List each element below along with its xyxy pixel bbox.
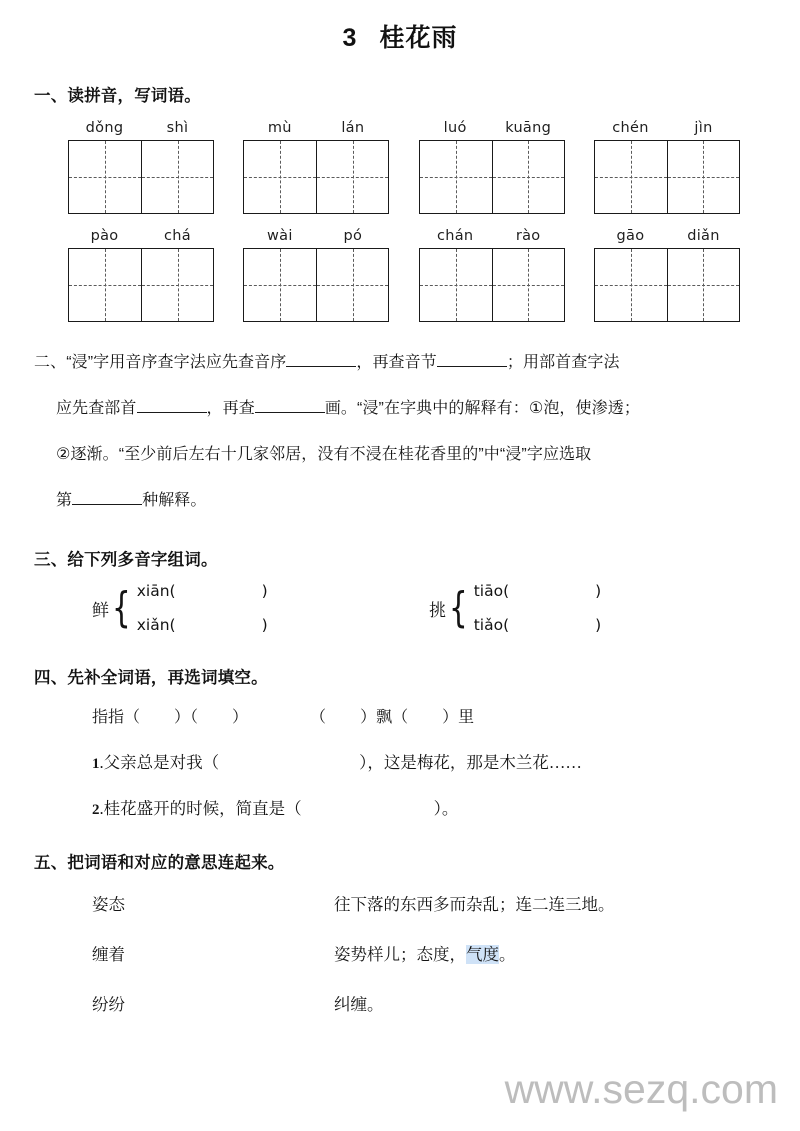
answer-blank[interactable] (437, 351, 507, 367)
tianzige-box[interactable] (68, 248, 214, 322)
section-4-word-line[interactable] (34, 704, 766, 727)
section-2-text-d: 应先查部首 (56, 400, 137, 417)
polyphone-readings (137, 582, 268, 634)
item-dot: . (99, 799, 104, 818)
pinyin-syllable: chá (164, 228, 191, 244)
answer-blank[interactable] (286, 351, 356, 367)
section-4-item-2[interactable] (34, 795, 766, 819)
polyphone-readings (474, 582, 601, 634)
polyphone-reading-row[interactable] (474, 616, 601, 634)
paren-close: ) (261, 616, 268, 634)
pinyin-grid-row-2 (34, 228, 766, 322)
site-watermark: www.sezq.com (504, 1066, 778, 1112)
pinyin-pair (419, 228, 565, 244)
answer-blank[interactable] (72, 489, 142, 505)
section-2-text-g: 第 (56, 492, 73, 509)
polyphone-reading-row[interactable] (137, 616, 268, 634)
polyphone-reading-row[interactable] (137, 582, 268, 600)
pinyin-syllable: pó (343, 228, 363, 244)
item-text-a: 父亲总是对我（ (103, 753, 220, 772)
pinyin-pair (243, 120, 389, 136)
word-cell (419, 120, 565, 214)
section-2-text-f: 画。“浸”在字典中的解释有：①泡，使渗透； (324, 400, 640, 417)
tianzige-box[interactable] (68, 140, 214, 214)
word-cell (68, 228, 214, 322)
tianzige-cell[interactable] (492, 249, 564, 321)
section-heading-1: 一、读拼音，写词语。 (34, 87, 201, 105)
reading-label: xiān( (136, 582, 176, 600)
tianzige-cell[interactable] (69, 141, 141, 213)
polyphone-reading-row[interactable] (474, 582, 601, 600)
word-cell (419, 228, 565, 322)
tianzige-cell[interactable] (316, 141, 388, 213)
lesson-name: 桂花雨 (379, 24, 458, 52)
meaning-text-post: 。 (499, 945, 516, 964)
pinyin-syllable: luó (443, 120, 467, 136)
pinyin-syllable: chén (612, 120, 649, 136)
section-2-line-4 (34, 478, 766, 524)
tianzige-cell[interactable] (420, 249, 492, 321)
pinyin-pair (594, 120, 740, 136)
page-title (34, 0, 766, 60)
answer-blank[interactable] (137, 397, 207, 413)
tianzige-cell[interactable] (316, 249, 388, 321)
lesson-number: 3 (342, 24, 358, 52)
pinyin-syllable: shì (166, 120, 189, 136)
fill-text-e: ）飘（ (360, 709, 409, 726)
matching-exercise (34, 891, 766, 1041)
tianzige-cell[interactable] (595, 249, 667, 321)
tianzige-box[interactable] (243, 248, 389, 322)
pinyin-syllable: rào (515, 228, 541, 244)
brace-icon: { (112, 583, 131, 632)
pinyin-syllable: chán (436, 228, 474, 244)
polyphone-group-tiao (429, 582, 766, 634)
section-2-text-h: 种解释。 (142, 492, 207, 509)
section-2 (34, 340, 766, 524)
section-heading-5: 五、把词语和对应的意思连起来。 (34, 854, 285, 872)
paren-close: ) (595, 616, 602, 634)
pinyin-pair (419, 120, 565, 136)
match-row[interactable] (92, 991, 766, 1041)
tianzige-cell[interactable] (667, 141, 739, 213)
section-2-text-e: ，再查 (206, 400, 255, 417)
item-index: 1 (92, 756, 100, 772)
meaning-text-pre: 姿势样儿；态度， (334, 945, 466, 964)
tianzige-cell[interactable] (244, 141, 316, 213)
pinyin-syllable: pào (90, 228, 119, 244)
match-row[interactable] (92, 941, 766, 991)
match-word[interactable]: 缠着 (92, 945, 125, 964)
section-4-item-1[interactable] (34, 749, 766, 773)
polyphone-group-xian (92, 582, 429, 634)
tianzige-cell[interactable] (492, 141, 564, 213)
reading-label: tiāo( (473, 582, 510, 600)
tianzige-box[interactable] (419, 140, 565, 214)
fill-text-f: ）里 (442, 709, 475, 726)
tianzige-box[interactable] (594, 140, 740, 214)
reading-label: tiǎo( (473, 616, 510, 634)
match-meaning[interactable]: 往下落的东西多而杂乱；连二连三地。 (334, 895, 615, 914)
brace-icon: { (449, 583, 468, 632)
section-2-line-3: ②逐渐。“至少前后左右十几家邻居，没有不浸在桂花香里的”中“浸”字应选取 (56, 446, 592, 463)
item-dot: . (99, 753, 104, 772)
pinyin-syllable: mù (267, 120, 292, 136)
pinyin-syllable: diǎn (687, 228, 720, 244)
word-cell (243, 120, 389, 214)
polyphone-char: 鲜 (92, 600, 109, 620)
reading-label: xiǎn( (136, 616, 176, 634)
fill-text-d: （ (310, 709, 327, 726)
tianzige-cell[interactable] (420, 141, 492, 213)
fill-text-b: ）（ (174, 709, 199, 726)
match-word[interactable]: 姿态 (92, 895, 125, 914)
polyphone-row (34, 582, 766, 634)
fill-text-c: ） (232, 709, 249, 726)
polyphone-char: 挑 (429, 600, 446, 620)
word-cell (243, 228, 389, 322)
answer-blank[interactable] (255, 397, 325, 413)
section-2-text-a: 二、“浸”字用音序查字法应先查音序 (34, 354, 287, 371)
tianzige-cell[interactable] (69, 249, 141, 321)
pinyin-pair (68, 120, 214, 136)
pinyin-grid-row-1 (34, 120, 766, 214)
item-text-a: 桂花盛开的时候，简直是（ (103, 799, 302, 818)
tianzige-cell[interactable] (244, 249, 316, 321)
pinyin-pair (594, 228, 740, 244)
word-cell (594, 228, 740, 322)
pinyin-pair (68, 228, 214, 244)
match-meaning[interactable] (334, 941, 766, 965)
section-heading-3: 三、给下列多音字组词。 (34, 551, 218, 569)
match-meaning[interactable]: 纠缠。 (334, 995, 384, 1014)
word-cell (594, 120, 740, 214)
match-word[interactable]: 纷纷 (92, 995, 125, 1014)
paren-close: ) (595, 582, 602, 600)
pinyin-syllable: lán (341, 120, 365, 136)
tianzige-cell[interactable] (667, 249, 739, 321)
word-cell (68, 120, 214, 214)
tianzige-box[interactable] (243, 140, 389, 214)
tianzige-cell[interactable] (141, 249, 213, 321)
section-2-line-2 (34, 386, 766, 432)
paren-close: ) (261, 582, 268, 600)
match-row[interactable] (92, 891, 766, 941)
pinyin-syllable: kuāng (505, 120, 552, 136)
fill-text-a: 指指（ (92, 709, 141, 726)
highlighted-text: 气度 (466, 945, 499, 964)
section-heading-4: 四、先补全词语，再选词填空。 (34, 669, 268, 687)
pinyin-syllable: jìn (694, 120, 713, 136)
tianzige-box[interactable] (594, 248, 740, 322)
tianzige-cell[interactable] (595, 141, 667, 213)
item-text-b: ）。 (433, 799, 459, 818)
tianzige-box[interactable] (419, 248, 565, 322)
pinyin-syllable: wài (266, 228, 293, 244)
pinyin-syllable: dǒng (85, 120, 124, 136)
pinyin-syllable: gāo (616, 228, 645, 244)
pinyin-pair (243, 228, 389, 244)
tianzige-cell[interactable] (141, 141, 213, 213)
section-2-text-b: ，再查音节 (356, 354, 437, 371)
section-2-line-1 (34, 340, 766, 386)
item-index: 2 (92, 802, 100, 818)
item-text-b: ），这是梅花，那是木兰花…… (359, 753, 582, 772)
section-2-text-c: ；用部首查字法 (506, 354, 620, 371)
